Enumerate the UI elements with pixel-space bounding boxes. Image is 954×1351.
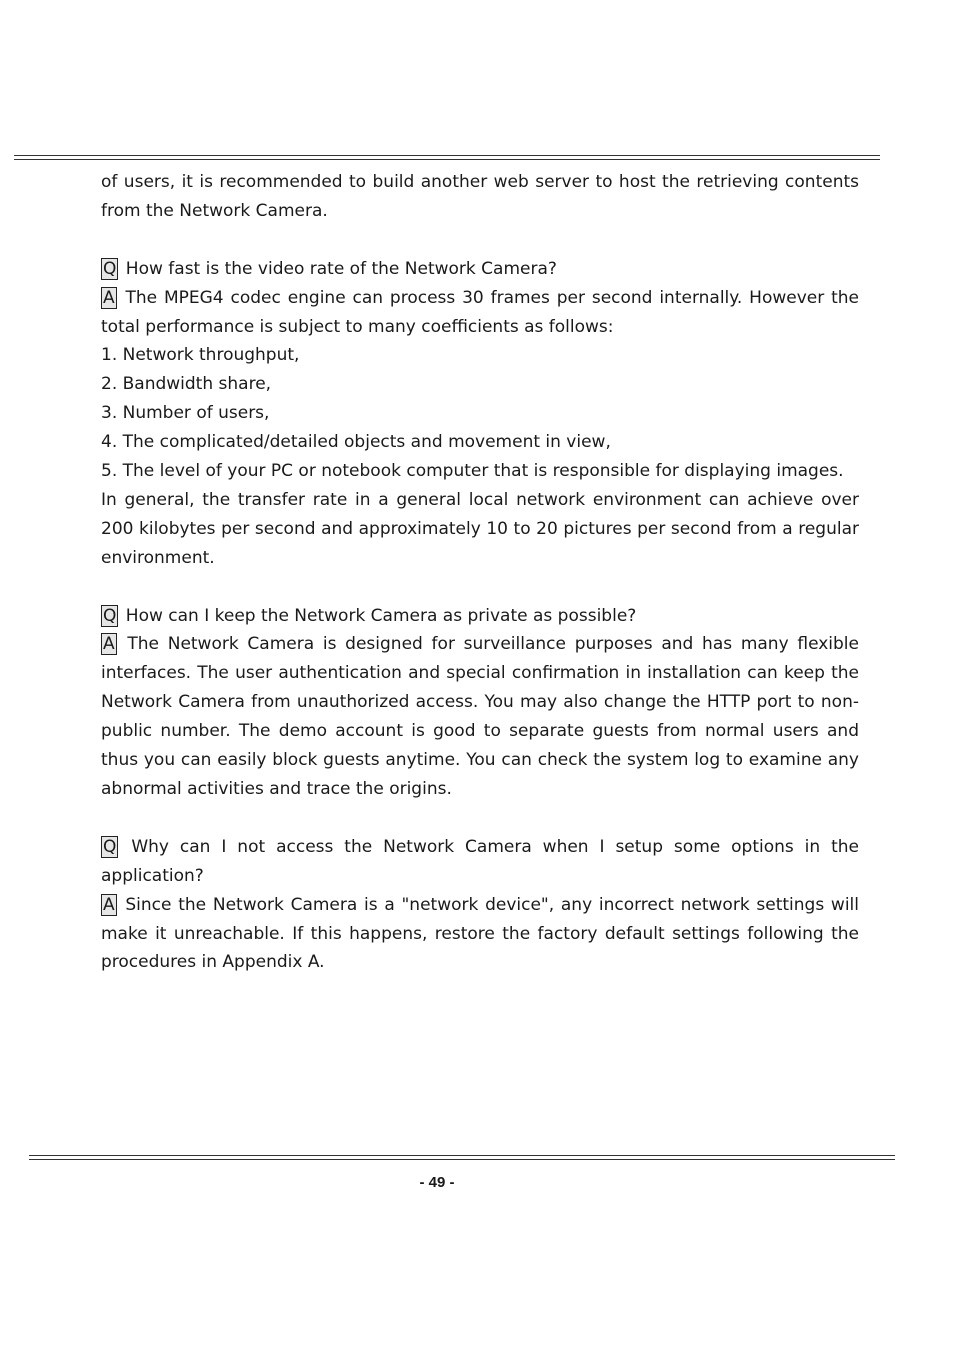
page-number: - 49 -: [419, 1174, 455, 1191]
answer-text: The MPEG4 codec engine can process 30 frames per second internally. However the total performance is subject to many coefficients as follows:: [101, 287, 859, 337]
question-marker: Q: [103, 258, 117, 279]
answer-text: The Network Camera is designed for surveillance purposes and has many flexible interfaces. The user authentication and special confirmation in installation can keep the Network Camera from unauthorized access. You may also change the HTTP port to non-public number. The demo account is good to separate guests from normal users and thus you can easily block guests anytime. You can check the system log to examine any abnormal activities and trace the origins.: [101, 634, 859, 799]
answer-marker: A: [103, 894, 115, 915]
answer-marker: A: [103, 287, 115, 308]
intro-paragraph: of users, it is recommended to build another web server to host the retrieving contents from the Network Camera.: [101, 172, 859, 221]
faq-question: [101, 602, 859, 631]
faq-answer: [101, 630, 859, 803]
list-item: 5. The level of your PC or notebook computer that is responsible for displaying images.: [101, 461, 844, 482]
question-text: Why can I not access the Network Camera when I setup some options in the application?: [101, 836, 860, 886]
list-item: 3. Number of users,: [101, 403, 270, 424]
question-text: How fast is the video rate of the Network Camera?: [125, 258, 557, 279]
faq-question: [101, 833, 859, 891]
question-text: How can I keep the Network Camera as private as possible?: [125, 605, 637, 626]
list-item: 1. Network throughput,: [101, 345, 300, 366]
faq-answer: [101, 284, 859, 342]
answer-text: Since the Network Camera is a "network device", any incorrect network settings will make it unreachable. If this happens, restore the factory default settings following the procedures in Appendix A.: [101, 894, 859, 973]
list-item: 4. The complicated/detailed objects and movement in view,: [101, 432, 611, 453]
header-rule: [14, 155, 880, 160]
list-item: 2. Bandwidth share,: [101, 374, 272, 395]
faq-answer: [101, 891, 859, 978]
coefficient-list: [101, 341, 859, 486]
question-marker: Q: [103, 836, 117, 857]
answer-continued: In general, the transfer rate in a general local network environment can achieve over 200 kilobytes per second and approximately 10 to 20 pictures per second from a regular environment.: [101, 489, 859, 568]
answer-marker: A: [103, 634, 115, 655]
footer-rule: [29, 1155, 895, 1160]
page-content: [101, 168, 859, 977]
question-marker: Q: [103, 605, 117, 626]
faq-question: [101, 255, 859, 284]
